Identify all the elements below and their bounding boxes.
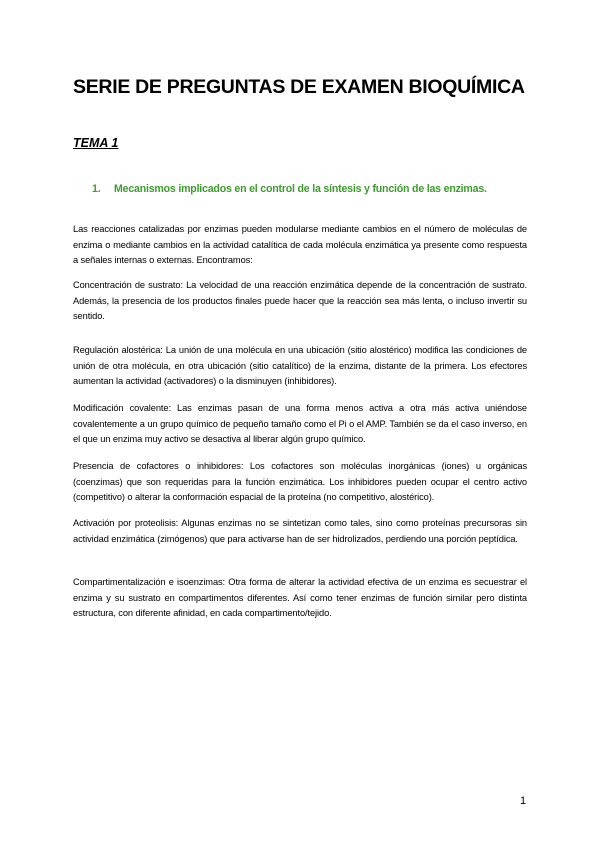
topic-heading: TEMA 1	[73, 136, 119, 150]
paragraph-substrate-concentration: Concentración de sustrato: La velocidad de una reacción enzimática depende de la concentración de sustrato. Además, la presencia de los productos finales puede hacer que la reacción sea más lenta, o incluso invertir su sentido.	[73, 280, 527, 322]
paragraph-compartmentalization: Compartimentalización e isoenzimas: Otra forma de alterar la actividad efectiva de un enzima es secuestrar el enzima y su sustrato en compartimentos diferentes. Así como tener enzimas de función similar pero distinta estructura, con diferente afinidad, en cada compartimento/tejido.	[73, 577, 527, 619]
document-title: SERIE DE PREGUNTAS DE EXAMEN BIOQUÍMICA	[73, 76, 525, 98]
paragraph-cofactors-inhibitors: Presencia de cofactores o inhibidores: Los cofactores son moléculas inorgánicas (iones) u orgánicas (coenzimas) que son requeridas para la función enzimática. Los inhibidores pueden ocupar el centro activo (competitivo) o alterar la conformación espacial de la proteína (no competitivo, alostérico).	[73, 461, 527, 503]
section-heading-text: Mecanismos implicados en el control de la síntesis y función de las enzimas.	[114, 183, 487, 195]
section-heading	[92, 183, 487, 195]
page-number: 1	[520, 795, 527, 807]
section-number: 1.	[92, 183, 101, 195]
intro-paragraph: Las reacciones catalizadas por enzimas pueden modularse mediante cambios en el número de moléculas de enzima o mediante cambios en la actividad catalítica de cada molécula enzimática ya presente como respuesta a señales internas o externas. Encontramos:	[73, 224, 527, 266]
paragraph-allosteric-regulation: Regulación alostérica: La unión de una molécula en una ubicación (sitio alostérico) modifica las condiciones de unión de otra molécula, en otra ubicación (sitio catalítico) de la enzima, distante de la primera. Los efectores aumentan la actividad (activadores) o la disminuyen (inhibidores).	[73, 345, 527, 387]
paragraph-covalent-modification: Modificación covalente: Las enzimas pasan de una forma menos activa a otra más activa uniéndose covalentemente a un grupo químico de pequeño tamaño como el Pi o el AMP. También se da el caso inverso, en el que un enzima muy activo se desactiva al liberar algún grupo químico.	[73, 403, 527, 445]
paragraph-proteolysis-activation: Activación por proteolisis: Algunas enzimas no se sintetizan como tales, sino como proteínas precursoras sin actividad enzimática (zimógenos) que para activarse han de ser hidrolizados, perdiendo una porción peptídica.	[73, 518, 527, 544]
